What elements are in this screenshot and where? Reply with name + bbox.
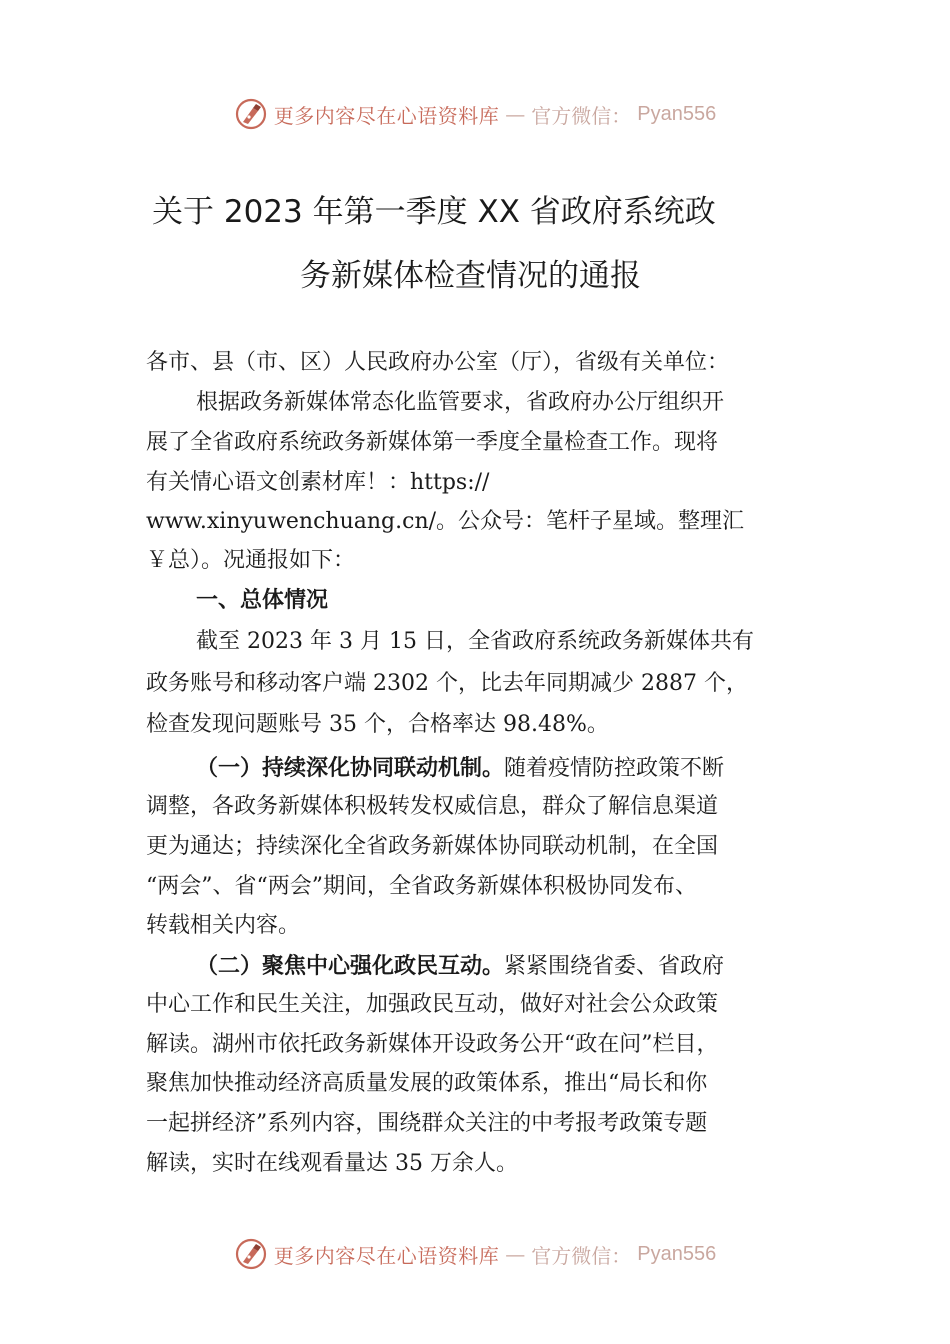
pen-nib-logo-icon [234, 97, 268, 131]
paragraph-1-line-3: 有关情心语文创素材库！：https:// [146, 470, 490, 495]
paragraph-3-line-1 [196, 753, 724, 784]
watermark-label: 官方微信： [531, 103, 632, 128]
document-title-line-2: 务新媒体检查情况的通报 [300, 258, 641, 294]
paragraph-3-line-2: 调整，各政务新媒体积极转发权威信息，群众了解信息渠道 [146, 794, 719, 819]
header-watermark [0, 92, 950, 136]
paragraph-1-line-5: ￥总）。况通报如下： [146, 548, 356, 573]
paragraph-3-line-3: 更为通达；持续深化全省政务新媒体协同联动机制，在全国 [146, 834, 719, 859]
watermark-handle: Pyan556 [637, 102, 717, 125]
paragraph-1-line-1: 根据政务新媒体常态化监管要求，省政府办公厅组织开 [196, 390, 725, 415]
paragraph-1-line-2: 展了全省政府系统政务新媒体第一季度全量检查工作。现将 [146, 430, 719, 455]
subsection-2-heading: （二）聚焦中心强化政民互动。 [196, 953, 505, 979]
paragraph-3-line-5: 转载相关内容。 [146, 913, 301, 938]
watermark-separator: — [505, 102, 526, 126]
watermark-separator: — [505, 1242, 526, 1266]
watermark-text: 更多内容尽在心语资料库 [273, 1243, 500, 1268]
watermark-handle: Pyan556 [637, 1242, 717, 1265]
paragraph-4-line-4: 聚焦加快推动经济高质量发展的政策体系，推出“局长和你 [146, 1071, 708, 1096]
subsection-1-heading: （一）持续深化协同联动机制。 [196, 755, 505, 781]
paragraph-4-line-6: 解读，实时在线观看量达 35 万余人。 [146, 1151, 518, 1176]
salutation: 各市、县（市、区）人民政府办公室（厅），省级有关单位： [146, 350, 730, 375]
paragraph-2-line-2: 政务账号和移动客户端 2302 个，比去年同期减少 2887 个， [146, 671, 748, 696]
paragraph-4-line-2: 中心工作和民生关注，加强政民互动，做好对社会公众政策 [146, 992, 719, 1017]
paragraph-4-line-1-text: 紧紧围绕省委、省政府 [504, 954, 725, 979]
paragraph-4-line-1 [196, 951, 724, 982]
paragraph-2-line-3: 检查发现问题账号 35 个，合格率达 98.48%。 [146, 712, 609, 737]
watermark-label: 官方微信： [531, 1243, 632, 1268]
paragraph-1-line-4: www.xinyuwenchuang.cn/。公众号：笔杆子星域。整理汇 [146, 509, 745, 534]
footer-watermark [0, 1232, 950, 1276]
watermark-text: 更多内容尽在心语资料库 [273, 103, 500, 128]
paragraph-3-line-4: “两会”、省“两会”期间，全省政务新媒体积极协同发布、 [146, 874, 697, 899]
paragraph-4-line-3: 解读。湖州市依托政务新媒体开设政务公开“政在问”栏目， [146, 1032, 719, 1057]
paragraph-4-line-5: 一起拼经济”系列内容，围绕群众关注的中考报考政策专题 [146, 1111, 708, 1136]
document-title-line-1: 关于 2023 年第一季度 XX 省政府系统政 [152, 194, 716, 230]
paragraph-2-line-1: 截至 2023 年 3 月 15 日，全省政府系统政务新媒体共有 [196, 629, 754, 654]
pen-nib-logo-icon [234, 1237, 268, 1271]
paragraph-3-line-1-text: 随着疫情防控政策不断 [504, 756, 725, 781]
section-1-heading: 一、总体情况 [196, 588, 329, 613]
